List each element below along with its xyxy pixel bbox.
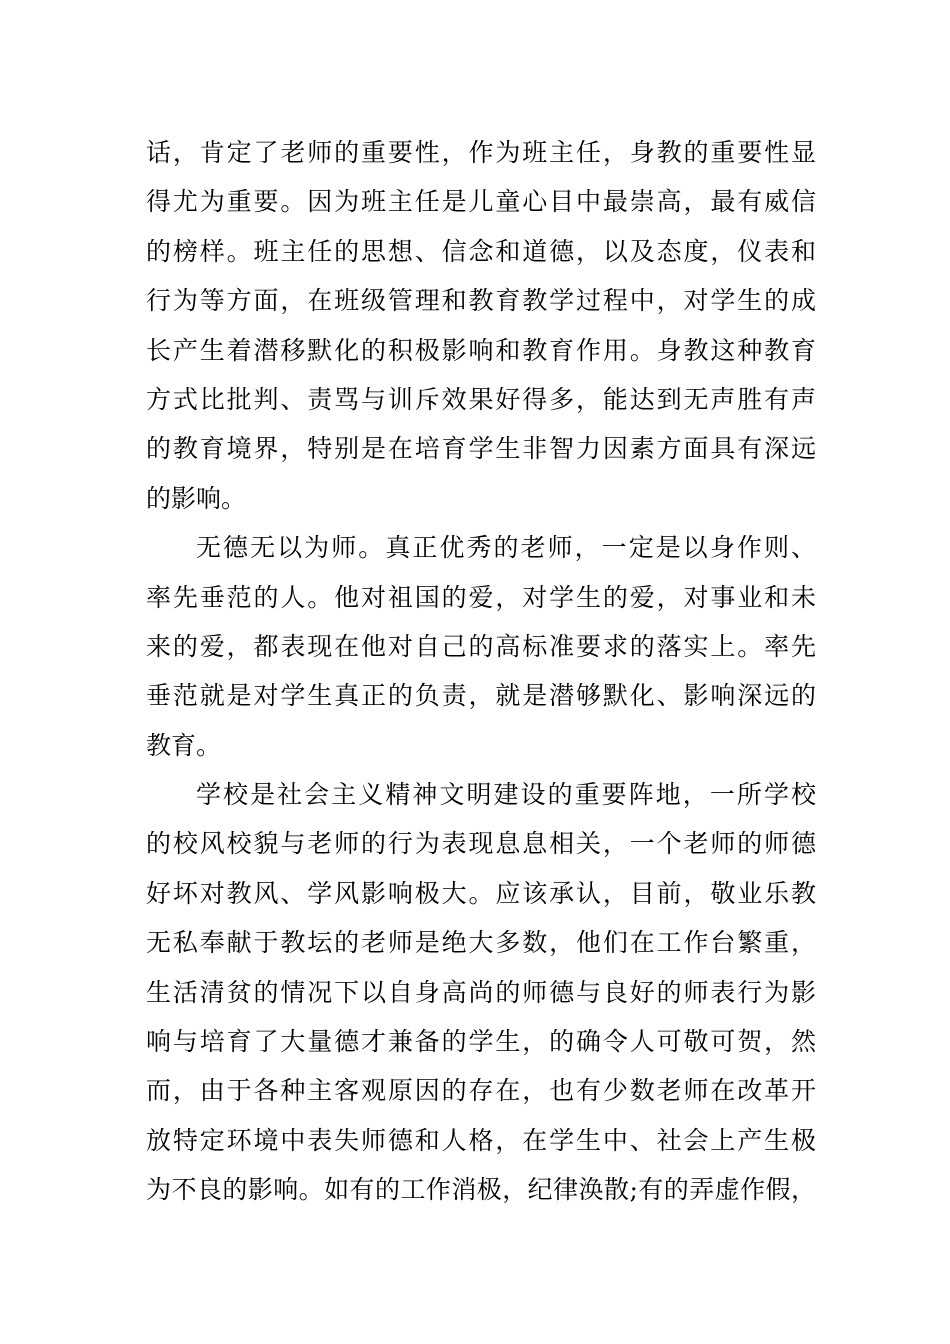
text-line: 方式比批判、责骂与训斥效果好得多，能达到无声胜有声	[146, 384, 818, 414]
text-line: 长产生着潜移默化的积极影响和教育作用。身教这种教育	[146, 335, 818, 365]
text-line: 学校是社会主义精神文明建设的重要阵地，一所学校	[196, 780, 819, 810]
body-text	[146, 128, 819, 1215]
text-line: 无私奉献于教坛的老师是绝大多数，他们在工作台繁重，	[146, 928, 818, 958]
text-line: 好坏对教风、学风影响极大。应该承认，目前，敬业乐教	[146, 878, 818, 908]
text-line: 响与培育了大量德才兼备的学生，的确令人可敬可贺，然	[146, 1027, 818, 1057]
text-line: 生活清贫的情况下以自身高尚的师德与良好的师表行为影	[146, 977, 818, 1007]
text-line: 的影响。	[146, 483, 247, 513]
text-line: 教育。	[146, 730, 222, 760]
text-line: 的教育境界，特别是在培育学生非智力因素方面具有深远	[146, 434, 818, 464]
text-line: 为不良的影响。如有的工作消极，纪律涣散;有的弄虚作假，	[146, 1175, 817, 1205]
text-line: 来的爱，都表现在他对自己的高标准要求的落实上。率先	[146, 631, 818, 661]
text-line: 垂范就是对学生真正的负责，就是潜够默化、影响深远的	[146, 681, 818, 711]
text-line: 的榜样。班主任的思想、信念和道德，以及态度，仪表和	[146, 236, 818, 266]
text-line: 无德无以为师。真正优秀的老师，一定是以身作则、	[196, 533, 819, 563]
text-line: 率先垂范的人。他对祖国的爱，对学生的爱，对事业和未	[146, 582, 818, 612]
text-line: 的校风校貌与老师的行为表现息息相关，一个老师的师德	[146, 829, 818, 859]
text-line: 而，由于各种主客观原因的存在，也有少数老师在改革开	[146, 1076, 818, 1106]
text-line: 放特定环境中表失师德和人格，在学生中、社会上产生极	[146, 1125, 818, 1155]
text-line: 得尤为重要。因为班主任是儿童心目中最崇高，最有威信	[146, 187, 818, 217]
text-line: 话，肯定了老师的重要性，作为班主任，身教的重要性显	[146, 138, 818, 167]
text-line: 行为等方面，在班级管理和教育教学过程中，对学生的成	[146, 286, 818, 316]
